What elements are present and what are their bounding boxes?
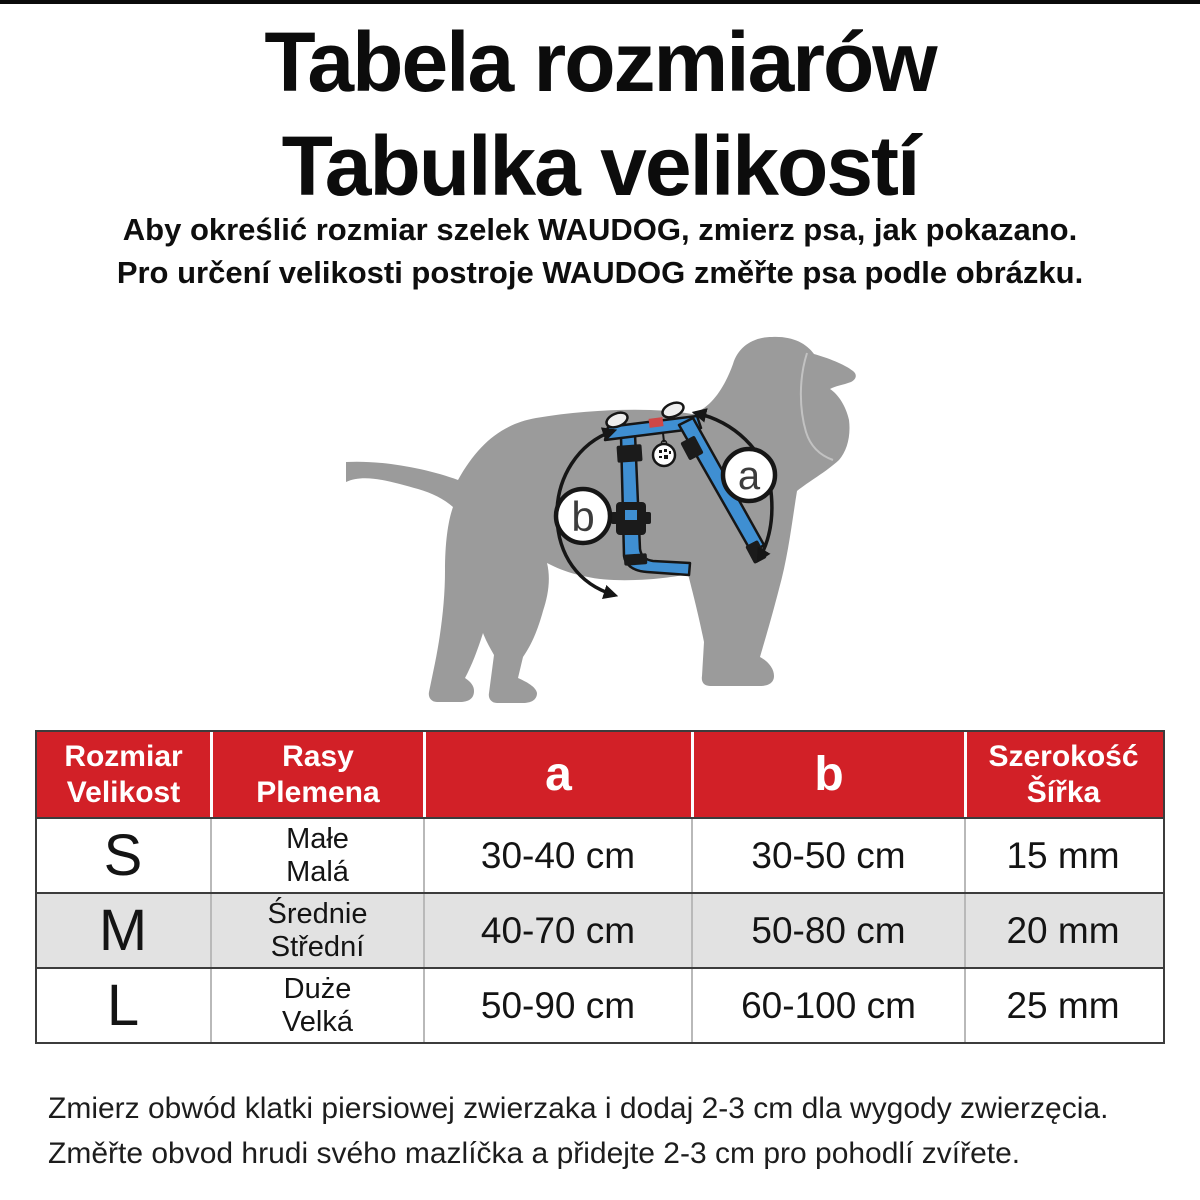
- header-size-line1: Rozmiar: [64, 739, 183, 773]
- table-row-s: [37, 817, 1163, 892]
- header-width-line1: Szerokość: [988, 739, 1139, 773]
- measurement-b-cell: 60-100 cm: [691, 969, 964, 1042]
- dog-measurement-diagram: [340, 312, 900, 712]
- size-cell: S: [103, 823, 144, 888]
- breed-line1: Średnie: [267, 897, 368, 930]
- header-a-label: a: [545, 747, 572, 801]
- breed-cell: [210, 894, 423, 967]
- measurement-note: [48, 1086, 1158, 1176]
- strap-width-cell: 20 mm: [964, 894, 1160, 967]
- measurement-note-pl: Zmierz obwód klatki piersiowej zwierzaka i dodaj 2-3 cm dla wygody zwierzęcia.: [48, 1092, 1109, 1125]
- size-cell: L: [106, 973, 141, 1038]
- top-border-bar: [0, 0, 1200, 4]
- buckle-window: [625, 510, 637, 520]
- measurement-a-cell: 30-40 cm: [423, 819, 691, 892]
- breed-line2: Střední: [270, 930, 365, 963]
- breed-cell: [210, 819, 423, 892]
- measurement-a-cell: 40-70 cm: [423, 894, 691, 967]
- page-title: [0, 10, 1200, 218]
- header-cell-size: [37, 732, 210, 817]
- header-width-line2: Šířka: [1026, 775, 1101, 809]
- measurement-b-cell: 30-50 cm: [691, 819, 964, 892]
- measurement-label-b: b: [571, 493, 595, 540]
- instructions-text: [0, 208, 1200, 294]
- size-cell: M: [98, 898, 149, 963]
- breed-cell: [210, 969, 423, 1042]
- table-row-m: [37, 892, 1163, 967]
- strap-width-cell: 15 mm: [964, 819, 1160, 892]
- header-cell-a: [423, 732, 691, 817]
- measurement-b-cell: 50-80 cm: [691, 894, 964, 967]
- girth-adjuster-top: [616, 444, 642, 463]
- size-table: [35, 730, 1165, 1044]
- header-cell-width: [964, 732, 1160, 817]
- breed-line2: Velká: [282, 1005, 353, 1038]
- header-size-line2: Velikost: [66, 775, 181, 809]
- page-title-line1: Tabela rozmiarów: [264, 15, 936, 109]
- size-table-header-row: [37, 732, 1163, 817]
- header-cell-breeds: [210, 732, 423, 817]
- breed-line1: Małe: [286, 822, 349, 855]
- strap-width-cell: 25 mm: [964, 969, 1160, 1042]
- harness-brand-tag: [649, 417, 664, 428]
- header-cell-b: [691, 732, 964, 817]
- instructions-line1-pl: Aby określić rozmiar szelek WAUDOG, zmierz psa, jak pokazano.: [122, 212, 1078, 247]
- header-breeds-line1: Rasy: [282, 739, 354, 773]
- measurement-label-a: a: [737, 454, 761, 498]
- breed-line1: Duże: [283, 972, 352, 1005]
- instructions-line2-cz: Pro určení velikosti postroje WAUDOG změřte psa podle obrázku.: [116, 255, 1084, 290]
- header-b-label: b: [814, 747, 844, 801]
- measurement-a-cell: 50-90 cm: [423, 969, 691, 1042]
- table-row-l: [37, 967, 1163, 1042]
- breed-line2: Malá: [286, 855, 349, 888]
- measurement-note-cz: Změřte obvod hrudi svého mazlíčka a přidejte 2-3 cm pro pohodlí zvířete.: [48, 1137, 1021, 1170]
- girth-slider-bottom: [624, 553, 648, 566]
- header-breeds-line2: Plemena: [256, 775, 380, 809]
- page-title-line2: Tabulka velikostí: [281, 119, 919, 213]
